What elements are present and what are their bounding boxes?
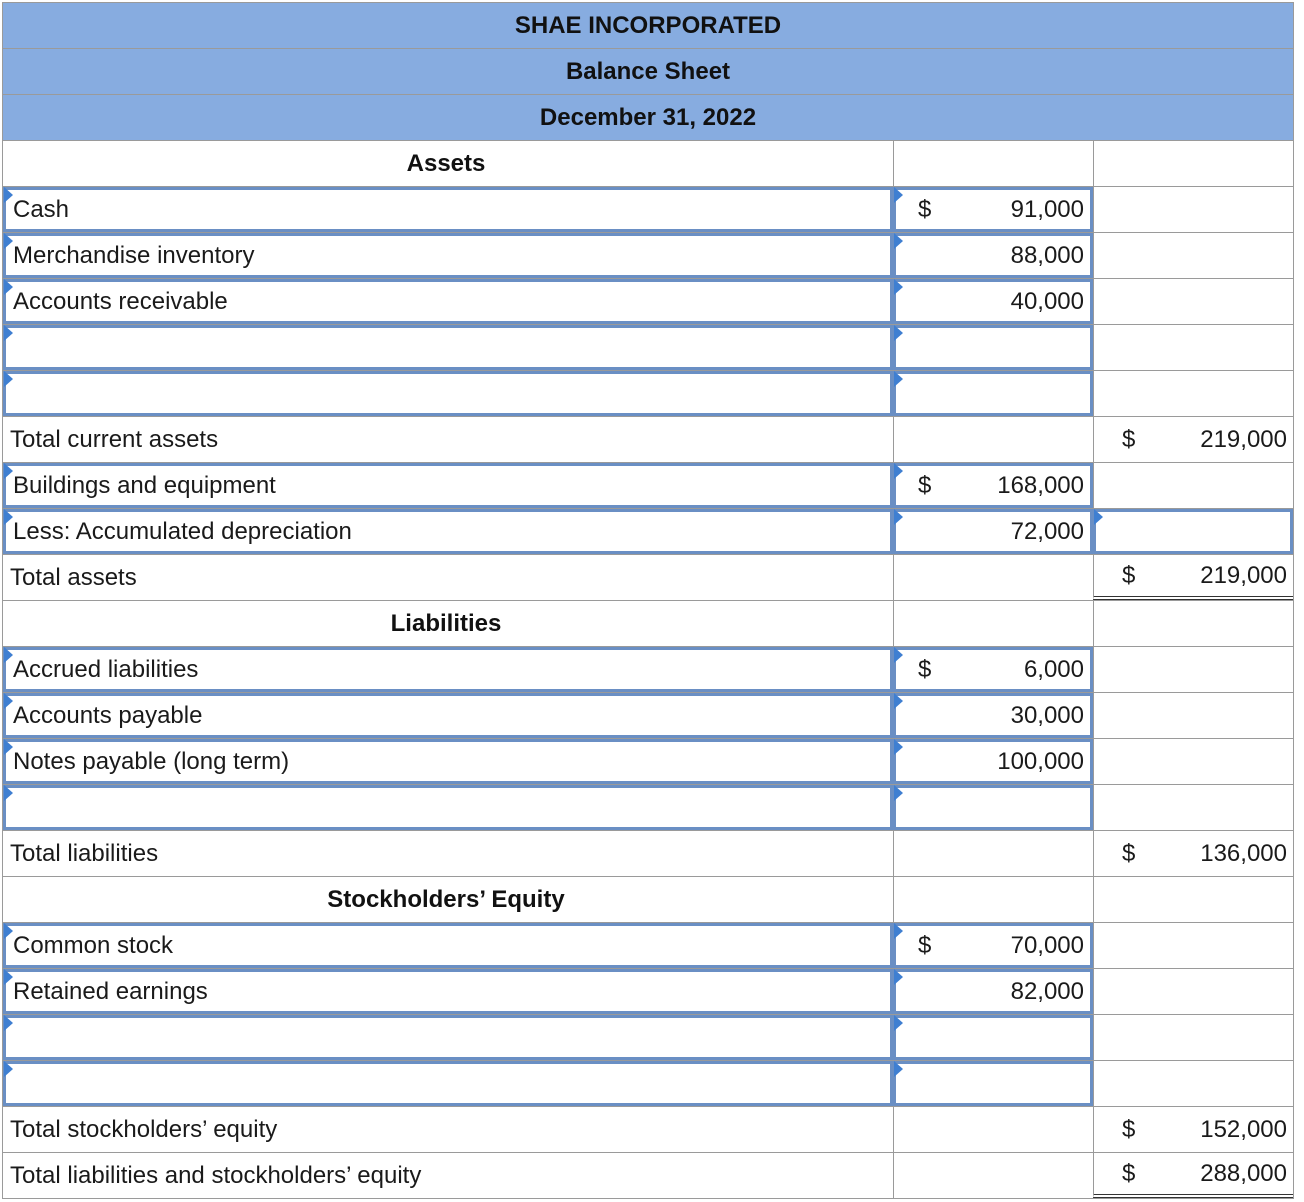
dollar-sign: $ [1122, 1115, 1136, 1143]
row-retained-earnings [2, 969, 1294, 1015]
empty-amount-input[interactable] [893, 785, 1093, 830]
row-empty-asset-2 [2, 371, 1294, 417]
payable-label-input[interactable]: Accounts payable [3, 693, 893, 738]
accrued-amount-input[interactable]: $ 6,000 [893, 647, 1093, 692]
dollar-sign: $ [918, 195, 932, 223]
notes-label-input[interactable]: Notes payable (long term) [3, 739, 893, 784]
section-equity-row [2, 877, 1294, 923]
dollar-sign: $ [1122, 839, 1136, 867]
total-liabilities-label: Total liabilities [10, 839, 159, 867]
row-common-stock [2, 923, 1294, 969]
balance-sheet [2, 2, 1294, 1199]
statement-title: Balance Sheet [2, 49, 1294, 95]
depreciation-amount-input[interactable]: 72,000 [893, 509, 1093, 554]
total-liabilities-value: $ 136,000 [1093, 831, 1293, 876]
empty-label-input[interactable] [3, 325, 893, 370]
cash-label-input[interactable]: Cash [3, 187, 893, 232]
section-assets-row [2, 141, 1294, 187]
buildings-amount-input[interactable]: $ 168,000 [893, 463, 1093, 508]
empty-label-input[interactable] [3, 785, 893, 830]
empty-amount-input[interactable] [893, 371, 1093, 416]
row-total-assets [2, 555, 1294, 601]
empty-amount-input[interactable] [893, 1061, 1093, 1106]
merchandise-amount-input[interactable]: 88,000 [893, 233, 1093, 278]
section-liabilities-row [2, 601, 1294, 647]
section-assets-heading: Assets [406, 149, 486, 177]
merchandise-label-input[interactable]: Merchandise inventory [3, 233, 893, 278]
common-stock-amount-input[interactable]: $ 70,000 [893, 923, 1093, 968]
total-current-assets-label: Total current assets [10, 425, 219, 453]
dollar-sign: $ [1122, 425, 1136, 453]
row-empty-equity-2 [2, 1061, 1294, 1107]
row-merchandise [2, 233, 1294, 279]
total-equity-label: Total stockholders’ equity [10, 1115, 278, 1143]
receivable-amount-input[interactable]: 40,000 [893, 279, 1093, 324]
empty-amount-input[interactable] [893, 325, 1093, 370]
row-total-equity [2, 1107, 1294, 1153]
dollar-sign: $ [918, 471, 932, 499]
row-empty-asset-1 [2, 325, 1294, 371]
buildings-label-input[interactable]: Buildings and equipment [3, 463, 893, 508]
dollar-sign: $ [1122, 561, 1136, 589]
receivable-label-input[interactable]: Accounts receivable [3, 279, 893, 324]
depreciation-label-input[interactable]: Less: Accumulated depreciation [3, 509, 893, 554]
payable-amount-input[interactable]: 30,000 [893, 693, 1093, 738]
section-liabilities-heading: Liabilities [390, 609, 502, 637]
accrued-label-input[interactable]: Accrued liabilities [3, 647, 893, 692]
net-ppe-input[interactable] [1093, 509, 1293, 554]
row-total-current-assets [2, 417, 1294, 463]
row-total-liabilities [2, 831, 1294, 877]
total-liabilities-equity-label: Total liabilities and stockholders’ equity [10, 1161, 422, 1189]
row-accrued-liabilities [2, 647, 1294, 693]
empty-label-input[interactable] [3, 1061, 893, 1106]
dollar-sign: $ [1122, 1159, 1136, 1187]
cash-amount-input[interactable]: $ 91,000 [893, 187, 1093, 232]
total-assets-label: Total assets [10, 563, 137, 591]
empty-amount-input[interactable] [893, 1015, 1093, 1060]
section-equity-heading: Stockholders’ Equity [327, 885, 565, 913]
row-receivable [2, 279, 1294, 325]
dollar-sign: $ [918, 655, 932, 683]
notes-amount-input[interactable]: 100,000 [893, 739, 1093, 784]
row-empty-equity-1 [2, 1015, 1294, 1061]
statement-date: December 31, 2022 [2, 95, 1294, 141]
retained-earnings-amount-input[interactable]: 82,000 [893, 969, 1093, 1014]
retained-earnings-label-input[interactable]: Retained earnings [3, 969, 893, 1014]
common-stock-label-input[interactable]: Common stock [3, 923, 893, 968]
row-notes-payable [2, 739, 1294, 785]
total-equity-value: $ 152,000 [1093, 1107, 1293, 1152]
company-name: SHAE INCORPORATED [2, 2, 1294, 49]
row-empty-liability [2, 785, 1294, 831]
dollar-sign: $ [918, 931, 932, 959]
row-accumulated-depreciation [2, 509, 1294, 555]
total-current-assets-value: $ 219,000 [1093, 417, 1293, 462]
row-accounts-payable [2, 693, 1294, 739]
row-buildings [2, 463, 1294, 509]
row-cash [2, 187, 1294, 233]
empty-label-input[interactable] [3, 371, 893, 416]
total-assets-value: $ 219,000 [1093, 555, 1293, 600]
row-total-liabilities-equity [2, 1153, 1294, 1199]
empty-label-input[interactable] [3, 1015, 893, 1060]
total-liabilities-equity-value: $ 288,000 [1093, 1153, 1293, 1198]
